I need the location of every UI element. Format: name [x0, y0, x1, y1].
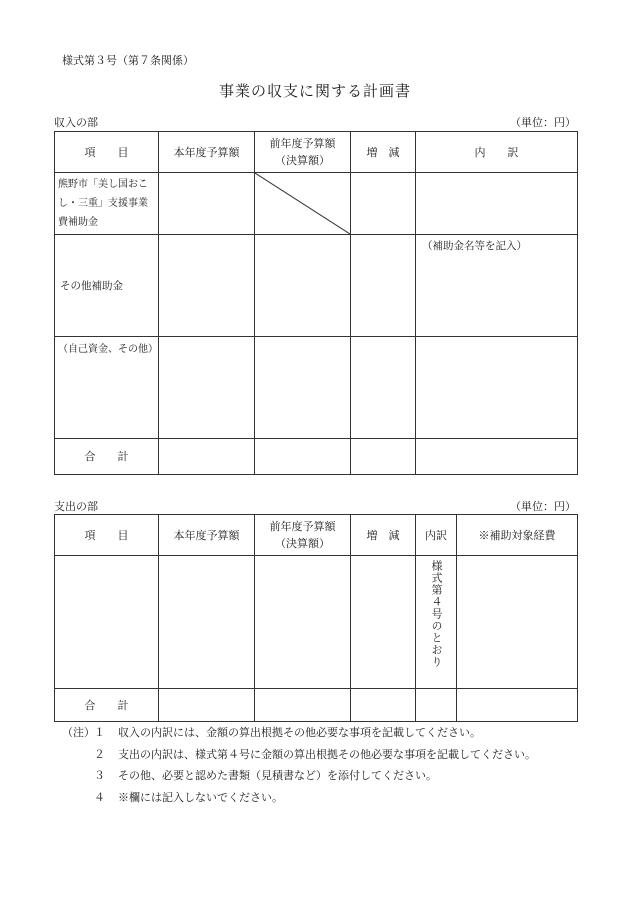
note-text: 収入の内訳には、金額の算出根拠その他必要な事項を記載してください。 — [118, 726, 481, 739]
income-total-change-cell[interactable] — [351, 439, 416, 475]
expense-section-label: 支出の部 — [54, 500, 98, 513]
expense-table — [54, 514, 578, 722]
income-item-label: その他補助金 — [55, 235, 159, 337]
expense-header-previous-line2: （決算額） — [275, 537, 330, 550]
income-section-label: 収入の部 — [54, 116, 98, 129]
expense-header-change: 増 減 — [351, 515, 416, 556]
expense-header-previous — [255, 515, 351, 556]
income-total-current-cell[interactable] — [159, 439, 255, 475]
income-current-cell[interactable] — [159, 173, 255, 235]
note-text: その他、必要と認めた書類（見積書など）を添付してください。 — [118, 769, 437, 782]
income-table — [54, 131, 578, 475]
income-previous-cell-disabled — [255, 173, 351, 235]
income-total-previous-cell[interactable] — [255, 439, 351, 475]
expense-total-current-cell[interactable] — [159, 689, 255, 722]
income-breakdown-cell[interactable] — [416, 337, 578, 439]
income-change-cell[interactable] — [351, 173, 416, 235]
note-number: ４ — [94, 790, 105, 804]
document-title: 事業の収支に関する計画書 — [218, 82, 411, 100]
expense-total-label: 合 計 — [55, 689, 159, 722]
expense-previous-cell[interactable] — [255, 556, 351, 689]
income-previous-cell[interactable] — [255, 235, 351, 337]
income-change-cell[interactable] — [351, 337, 416, 439]
expense-total-breakdown-cell — [416, 689, 457, 722]
note-item — [62, 765, 536, 787]
expense-header-current: 本年度予算額 — [159, 515, 255, 556]
note-item — [62, 744, 536, 766]
note-number: ２ — [94, 747, 105, 761]
income-header-breakdown: 内 訳 — [416, 132, 578, 173]
income-header-current: 本年度予算額 — [159, 132, 255, 173]
expense-change-cell[interactable] — [351, 556, 416, 689]
note-text: ※欄には記入しないでください。 — [118, 790, 283, 804]
income-header-item: 項 目 — [55, 132, 159, 173]
expense-total-previous-cell[interactable] — [255, 689, 351, 722]
expense-total-change-cell[interactable] — [351, 689, 416, 722]
note-item — [62, 787, 536, 809]
income-total-row — [55, 439, 578, 475]
income-row-subsidy — [55, 173, 578, 235]
note-text: 支出の内訳は、様式第４号に金額の算出根拠その他必要な事項を記載してください。 — [118, 747, 536, 761]
expense-item-cell[interactable] — [55, 556, 159, 689]
note-number: ３ — [94, 769, 105, 782]
expense-breakdown-cell — [416, 556, 457, 689]
income-current-cell[interactable] — [159, 235, 255, 337]
income-total-breakdown-cell[interactable] — [416, 439, 578, 475]
income-breakdown-cell[interactable] — [416, 173, 578, 235]
income-header-row — [55, 132, 578, 173]
income-breakdown-cell[interactable]: （補助金名等を記入） — [416, 235, 578, 337]
income-item-label: （自己資金、その他） — [55, 337, 159, 439]
income-header-change: 増 減 — [351, 132, 416, 173]
income-previous-cell[interactable] — [255, 337, 351, 439]
notes-lead: （注） — [62, 726, 95, 739]
income-row-other-subsidy — [55, 235, 578, 337]
income-change-cell[interactable] — [351, 235, 416, 337]
income-unit-label: （単位：円） — [510, 116, 576, 129]
expense-header-row — [55, 515, 578, 556]
expense-header-breakdown: 内訳 — [416, 515, 457, 556]
notes-block — [62, 722, 536, 808]
income-header-previous — [255, 132, 351, 173]
expense-row — [55, 556, 578, 689]
expense-current-cell[interactable] — [159, 556, 255, 689]
expense-breakdown-note: 様式第４号のとおり — [430, 560, 443, 668]
form-number: 様式第３号（第７条関係） — [62, 54, 194, 67]
income-item-label: 熊野市「美し国おこし・三重」支援事業費補助金 — [55, 173, 159, 235]
income-header-previous-line1: 前年度予算額 — [269, 137, 336, 150]
note-number: １ — [94, 726, 105, 739]
expense-total-eligible-cell — [457, 689, 578, 722]
note-item — [62, 722, 536, 744]
diagonal-strike-line — [255, 173, 350, 234]
expense-eligible-cell — [457, 556, 578, 689]
expense-unit-label: （単位：円） — [510, 500, 576, 513]
income-row-own-funds — [55, 337, 578, 439]
income-total-label: 合 計 — [55, 439, 159, 475]
expense-header-item: 項 目 — [55, 515, 159, 556]
expense-header-eligible: ※補助対象経費 — [457, 515, 578, 556]
expense-header-previous-line1: 前年度予算額 — [269, 520, 336, 533]
income-header-previous-line2: （決算額） — [275, 154, 330, 167]
income-current-cell[interactable] — [159, 337, 255, 439]
expense-total-row — [55, 689, 578, 722]
